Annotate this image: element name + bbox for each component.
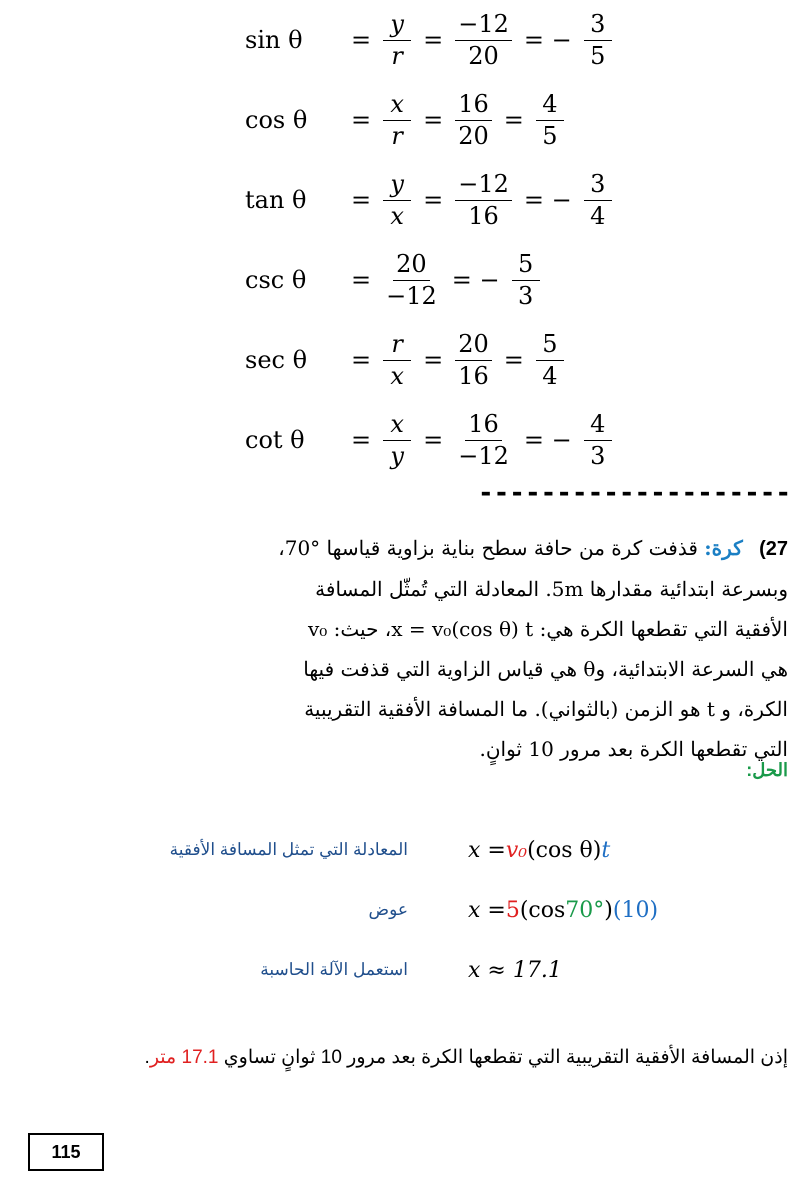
function-name: sin θ bbox=[245, 26, 303, 54]
problem-line: الكرة، و t هو الزمن (بالثواني). ما المسافة الأفقية التقريبية bbox=[304, 697, 788, 721]
problem-line: التي تقطعها الكرة بعد مرور 10 ثوانٍ. bbox=[479, 737, 788, 761]
solution-title: الحل: bbox=[746, 760, 788, 780]
problem-title: كرة: bbox=[704, 536, 743, 560]
page-number: 115 bbox=[28, 1133, 104, 1171]
problem-line: الأفقية التي تقطعها الكرة هي: x = v₀(cos θ) t، حيث: v₀ bbox=[307, 617, 788, 641]
step-equation: x ≈ 17.1 bbox=[468, 957, 562, 983]
problem-line: هي السرعة الابتدائية، وθ هي قياس الزاوية التي قذفت فيها bbox=[303, 657, 788, 681]
function-name: csc θ bbox=[245, 266, 307, 294]
equation-cot: cot θ = $\frac{x}{y}$ = $\frac{16}{-12}$ = − $\frac{4}{3}$ bbox=[245, 400, 618, 480]
step-equation: x = v₀ (cos θ) t bbox=[468, 837, 611, 863]
equation-csc: csc θ = $\frac{20}{-12}$ = − $\frac{5}{3}$ bbox=[245, 240, 618, 320]
equation-tan: tan θ = $\frac{y}{x}$ = $\frac{-12}{16}$ = − $\frac{3}{4}$ bbox=[245, 160, 618, 240]
problem-number: 27) bbox=[759, 538, 788, 560]
step-note: استعمل الآلة الحاسبة bbox=[260, 960, 408, 979]
problem-line: 27) كرة: قذفت كرة من حافة سطح بناية بزاوية قياسها °70، bbox=[278, 536, 788, 560]
equation-sec: sec θ = $\frac{r}{x}$ = $\frac{20}{16}$ = $\frac{5}{4}$ bbox=[245, 320, 618, 400]
step-note: المعادلة التي تمثل المسافة الأفقية bbox=[169, 840, 408, 859]
function-name: cot θ bbox=[245, 426, 305, 454]
answer-value: 17.1 متر bbox=[149, 1047, 219, 1068]
problem-line: وبسرعة ابتدائية مقدارها 5m. المعادلة التي تُمثّل المسافة bbox=[315, 577, 788, 601]
function-name: tan θ bbox=[245, 186, 307, 214]
problem-27 bbox=[128, 528, 788, 769]
function-name: cos θ bbox=[245, 106, 308, 134]
step-note: عوض bbox=[368, 900, 408, 919]
equation-sin: sin θ = $\frac{y}{r}$ = $\frac{-12}{20}$ = − $\frac{3}{5}$ bbox=[245, 0, 618, 80]
section-separator: -------------------- bbox=[478, 478, 792, 508]
step-equation: x = 5 (cos 70° ) (10) bbox=[468, 897, 659, 923]
conclusion: إذن المسافة الأفقية التقريبية التي تقطعها الكرة بعد مرور 10 ثوانٍ تساوي 17.1 متر. bbox=[144, 1047, 788, 1068]
function-name: sec θ bbox=[245, 346, 308, 374]
equation-cos: cos θ = $\frac{x}{r}$ = $\frac{16}{20}$ = $\frac{4}{5}$ bbox=[245, 80, 618, 160]
trig-equations bbox=[245, 0, 618, 480]
